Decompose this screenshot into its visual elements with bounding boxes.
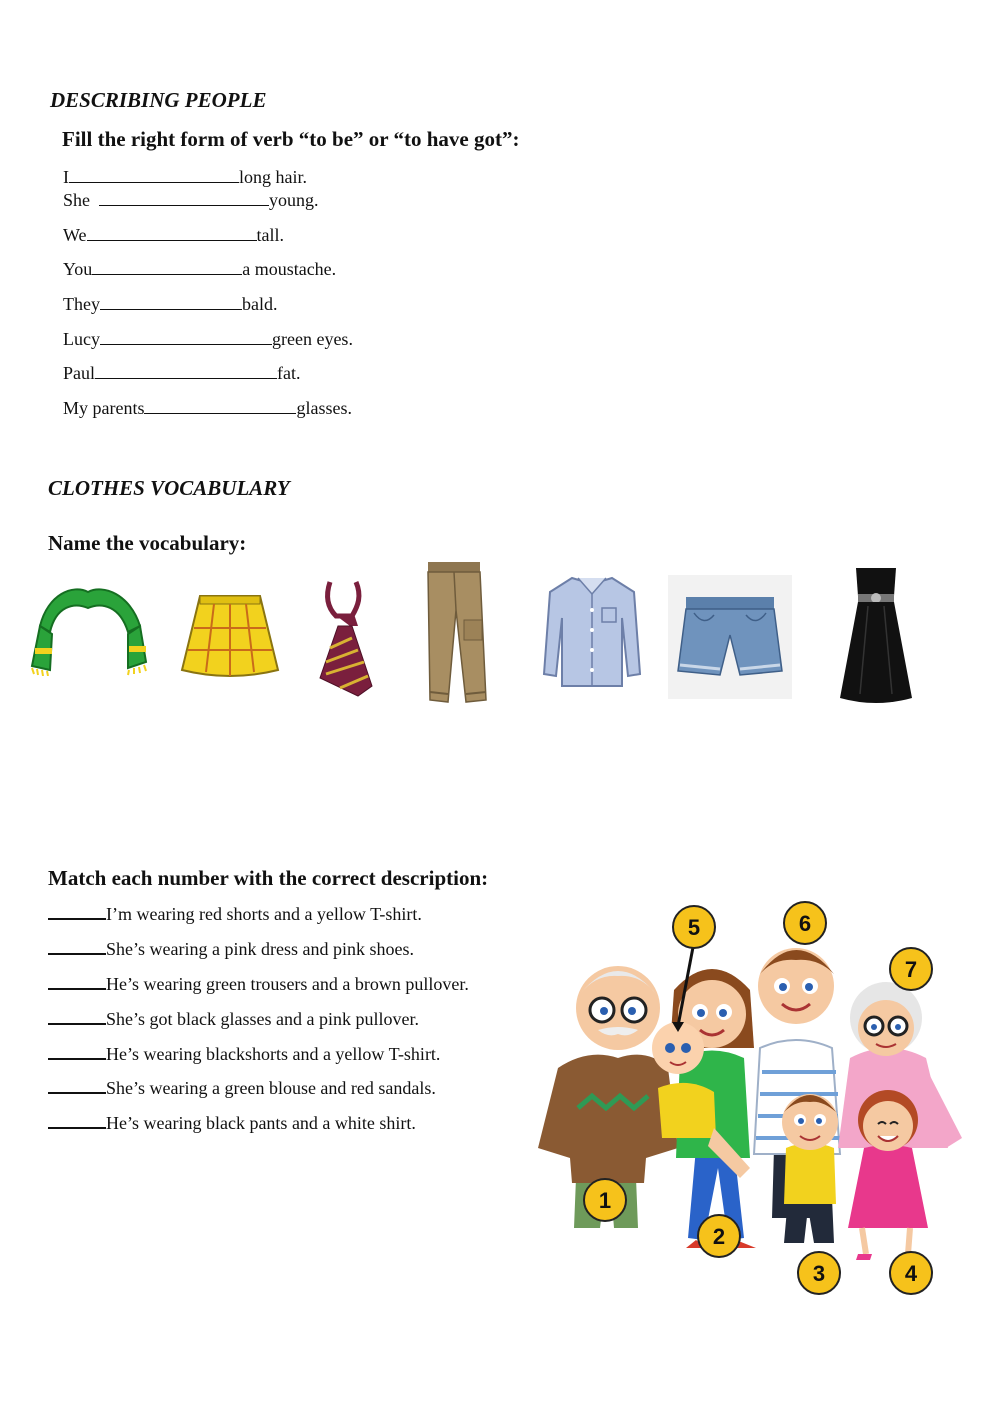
answer-blank[interactable] [100,330,272,345]
match-line [48,1009,419,1030]
badge-3 [796,1250,842,1301]
vocabulary-instruction: Name the vocabulary: [48,531,247,555]
line-ending: young. [269,190,319,210]
badge-number: 1 [598,1188,612,1213]
line-subject: Lucy [63,329,100,349]
line-subject: I [63,167,69,187]
match-answer-blank[interactable] [48,939,106,955]
match-line [48,904,422,925]
match-line [48,1113,416,1134]
skirt-icon [178,592,282,678]
line-ending: glasses. [296,398,352,418]
answer-blank[interactable] [100,295,242,310]
badge-1 [582,1177,628,1228]
line-subject: Paul [63,363,96,383]
answer-blank[interactable] [144,399,296,414]
badge-number: 2 [712,1224,726,1249]
line-subject: We [63,225,87,245]
badge-number: 7 [904,957,918,982]
match-description: He’s wearing blackshorts and a yellow T-shirt. [106,1044,441,1064]
line-subject: My parents [63,398,145,418]
answer-blank[interactable] [95,364,277,379]
section-title-clothes-vocabulary: CLOTHES VOCABULARY [48,476,290,500]
match-description: He’s wearing green trousers and a brown pullover. [106,974,469,994]
line-ending: bald. [241,294,278,314]
scarf-icon [28,584,150,676]
match-answer-blank[interactable] [48,1078,106,1094]
line-subject: You [63,259,93,279]
match-line [48,939,414,960]
badge-7 [888,946,934,997]
badge-6 [782,900,828,951]
match-line [48,1044,440,1065]
tie-icon [312,576,376,700]
match-answer-blank[interactable] [48,1009,106,1025]
badge-5 [671,904,717,955]
line-ending: tall. [256,225,285,245]
exercise-line [63,294,277,315]
trousers-icon [420,560,492,706]
line-ending: long hair. [239,167,307,187]
section-title-describing-people: DESCRIBING PEOPLE [50,88,267,112]
match-line [48,1078,436,1099]
answer-blank[interactable] [99,191,269,206]
boy-figure [782,1094,838,1243]
girl-figure [848,1090,928,1260]
shirt-icon [542,574,642,690]
exercise-line [63,167,307,188]
badge-2 [696,1213,742,1264]
fill-instruction: Fill the right form of verb “to be” or “to have got”: [62,127,520,151]
line-subject: She [63,190,90,210]
match-description: He’s wearing black pants and a white shirt. [106,1113,416,1133]
badge-number: 3 [812,1261,826,1286]
exercise-line [63,329,353,350]
match-description: She’s got black glasses and a pink pullover. [106,1009,419,1029]
answer-blank[interactable] [87,226,257,241]
match-answer-blank[interactable] [48,904,106,920]
match-answer-blank[interactable] [48,974,106,990]
match-line [48,974,469,995]
badge-number: 4 [904,1261,918,1286]
line-ending: a moustache. [242,259,337,279]
exercise-line [63,225,284,246]
dress-icon [838,562,914,706]
match-description: She’s wearing a pink dress and pink shoes. [106,939,414,959]
badge-number: 6 [798,911,812,936]
line-ending: green eyes. [271,329,353,349]
exercise-line [63,363,301,384]
exercise-line [63,398,352,419]
exercise-line [63,190,319,211]
shorts-icon [668,575,792,699]
match-answer-blank[interactable] [48,1113,106,1129]
match-description: I’m wearing red shorts and a yellow T-shirt. [106,904,422,924]
answer-blank[interactable] [92,260,242,275]
match-answer-blank[interactable] [48,1044,106,1060]
line-ending: fat. [277,363,301,383]
match-description: She’s wearing a green blouse and red sandals. [106,1078,436,1098]
line-subject: They [63,294,100,314]
badge-4 [888,1250,934,1301]
answer-blank[interactable] [69,168,239,183]
match-instruction: Match each number with the correct description: [48,866,489,890]
badge-number: 5 [687,915,701,940]
exercise-line [63,259,336,280]
